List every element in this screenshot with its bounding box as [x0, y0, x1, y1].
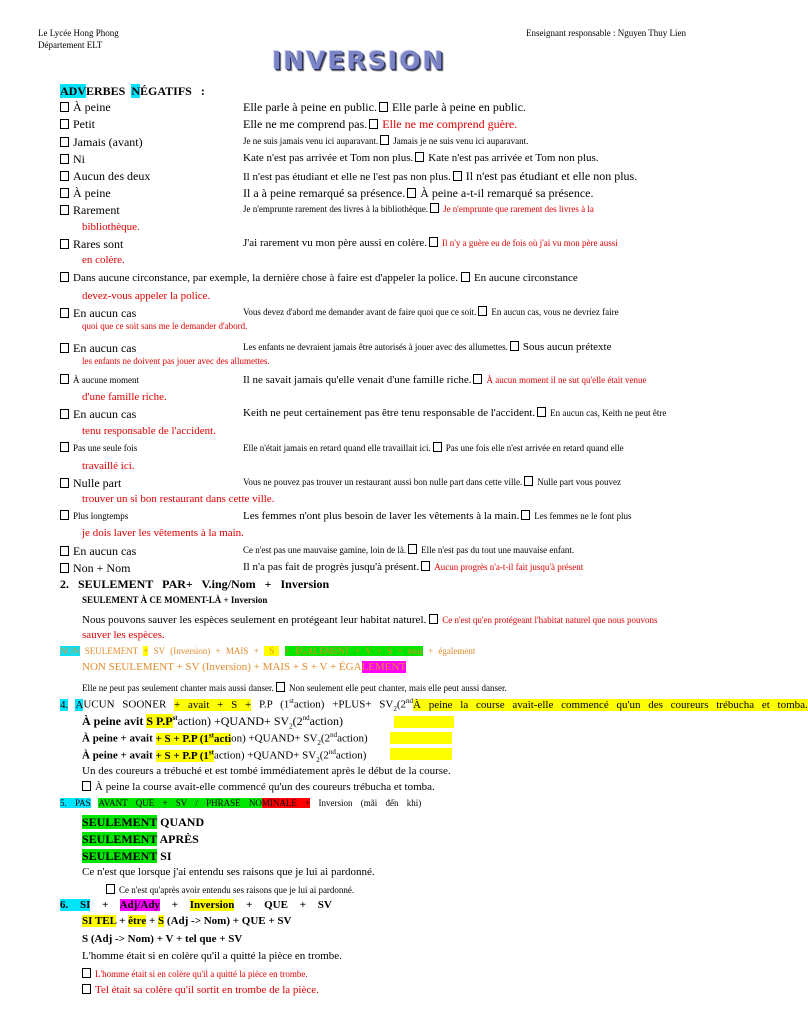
rewritten-sentence-cont: d'une famille riche. [82, 391, 167, 403]
section-5-result: Ce n'est qu'après avoir entendu ses raisons que je lui ai pardonné. [106, 884, 354, 895]
example-sentence: Ce n'est pas une mauvaise gamine, loin de là. Elle n'est pas du tout une mauvaise enfant. [243, 545, 575, 555]
rewritten-sentence-cont: trouver un si bon restaurant dans cette ville. [82, 493, 275, 505]
school-name: Le Lycée Hong Phong [38, 28, 119, 38]
example-sentence: Il a à peine remarqué sa présence. À peine a-t-il remarqué sa présence. [243, 186, 594, 200]
adverb-row-11 [60, 341, 136, 356]
adverb-row-2 [60, 117, 95, 132]
rewritten-sentence: Jamais je ne suis venu ici auparavant. [393, 136, 529, 146]
rewritten-sentence: Il n'est pas étudiant et elle non plus. [465, 169, 638, 183]
checkbox-icon [473, 374, 482, 384]
rewritten-sentence-cont: bibliothèque. [82, 221, 140, 233]
example-sentence: Elle n'était jamais en retard quand elle travaillait ici. Pas une fois elle n'est arrivée en retard quand elle [243, 443, 624, 453]
checkbox-icon [429, 614, 438, 624]
checkbox-icon [60, 308, 69, 318]
adverb-row-15 [60, 476, 121, 491]
section-3-example: Elle ne peut pas seulement chanter mais aussi danser. Non seulement elle peut chanter, mais elle peut aussi danser. [82, 683, 507, 693]
highlight-block [390, 748, 452, 760]
rewritten-sentence: Je n'emprunte que rarement des livres à la [443, 204, 594, 214]
example-sentence: Il ne savait jamais qu'elle venait d'une famille riche. À aucun moment il ne sut qu'elle était venue [243, 374, 647, 386]
rewritten-sentence: À aucun moment il ne sut qu'elle était venue [486, 375, 647, 385]
rewritten-sentence: Elle ne me comprend guère. [382, 117, 518, 131]
checkbox-icon [430, 203, 439, 213]
checkbox-icon [82, 781, 91, 791]
section-4-formula-1: À peine avit S $P.P^{st}action$) +QUAND+ $SV_2(2ndaction)$ [82, 714, 343, 731]
example-sentence: Les enfants ne devraient jamais être autorisés à jouer avec des allumettes. Sous aucun prétexte [243, 341, 612, 353]
checkbox-icon [60, 374, 69, 384]
checkbox-icon [60, 510, 69, 520]
checkbox-icon [82, 984, 91, 994]
section-4-formula-3: À peine + avait + S + P.P (1staction) +QUAND+ $SV_2(2ndaction)$ [82, 748, 367, 764]
adverb-keyword: Nulle part [73, 476, 122, 490]
rewritten-sentence-cont: devez-vous appeler la police. [82, 290, 211, 302]
adverb-keyword: Petit [73, 117, 96, 131]
section-5-heading: 5. PAS AVANT QUE + SV / PHRASE NOMINALE + Inversion (mãi đến khi) [60, 798, 422, 808]
adverb-keyword: En aucun cas [73, 407, 137, 421]
section-4-heading: 4. AUCUN SOONER + avait + S + P.P (1staction) +PLUS+ $SV_2(2ndÀ$ peine la course avait-elle commencé qu'un des coureurs trébucha et tomba. [60, 697, 808, 713]
checkbox-icon [60, 188, 69, 198]
section-2-example-cont: sauver les espèces. [82, 629, 165, 641]
checkbox-icon [429, 237, 438, 247]
section-6-heading: 6. SI + Adj/Ady + Inversion + QUE + SV [60, 899, 332, 911]
adverb-keyword: En aucun cas [73, 544, 137, 558]
adverb-row-14 [60, 442, 137, 453]
checkbox-icon [60, 171, 69, 181]
example-sentence: Il n'a pas fait de progrès jusqu'à présent. Aucun progrès n'a-t-il fait jusqu'à présent [243, 561, 584, 573]
rewritten-sentence: À peine a-t-il remarqué sa présence. [420, 186, 594, 200]
checkbox-icon [60, 239, 69, 249]
section-2-example: Nous pouvons sauver les espèces seulement en protégeant leur habitat naturel. Ce n'est qu'en protégeant l'habitat naturel que nous pouvons [82, 614, 658, 626]
checkbox-icon [60, 205, 69, 215]
checkbox-icon [537, 407, 546, 417]
example-sentence: J'ai rarement vu mon père aussi en colère. Il n'y a guère eu de fois où j'ai vu mon père aussi [243, 237, 618, 249]
checkbox-icon [60, 442, 69, 452]
adverb-row-12 [60, 374, 139, 385]
rewritten-sentence: En aucun cas, Keith ne peut être [550, 408, 667, 418]
section-6-formula-2: S (Adj -> Nom) + V + tel que + SV [82, 933, 243, 945]
checkbox-icon [60, 137, 69, 147]
checkbox-icon [276, 682, 285, 692]
adverb-keyword: À peine [73, 100, 111, 114]
adverb-keyword: Ni [73, 152, 85, 166]
checkbox-icon [407, 188, 416, 198]
checkbox-icon [408, 544, 417, 554]
adverb-row-13 [60, 407, 136, 422]
adverb-row-5 [60, 169, 150, 184]
checkbox-icon [60, 409, 69, 419]
rewritten-sentence-cont: les enfants ne doivent pas jouer avec des allumettes. [82, 356, 270, 366]
adverb-keyword: Aucun des deux [73, 169, 151, 183]
checkbox-icon [60, 546, 69, 556]
adverb-row-4 [60, 152, 85, 167]
section-6-result-1: L'homme était si en colère qu'il a quitté la pièce en trombe. [82, 968, 308, 979]
example-sentence: Les femmes n'ont plus besoin de laver les vêtements à la main. Les femmes ne le font plus [243, 510, 632, 522]
checkbox-icon [369, 119, 378, 129]
section-2-subheading: SEULEMENT À CE MOMENT-LÀ + Inversion [82, 595, 268, 605]
section-3-heading: NON SEULEMENT + SV (Inversion) + MAIS + S + ÉGALEMENT + V + S + tous + également [60, 646, 476, 656]
checkbox-icon [60, 563, 69, 573]
highlight-block [390, 732, 452, 744]
checkbox-icon [453, 171, 462, 181]
adverb-row-1 [60, 100, 111, 115]
section-3-formula: NON SEULEMENT + SV (Inversion) + MAIS + S + V + ÉGALEMENT [82, 661, 407, 673]
checkbox-icon [461, 272, 470, 282]
adverb-row-8 [60, 237, 123, 252]
section-5-rule-1: SEULEMENT QUAND [82, 815, 205, 829]
adverb-keyword: En aucun cas [73, 306, 137, 320]
checkbox-icon [433, 442, 442, 452]
adverb-keyword: Jamais (avant) [73, 135, 143, 149]
rewritten-sentence: Sous aucun prétexte [522, 341, 612, 353]
rewritten-sentence: Il n'y a guère eu de fois où j'ai vu mon père aussi [442, 238, 618, 248]
checkbox-icon [60, 119, 69, 129]
section-6-formula-1: SI TEL + être + S (Adj -> Nom) + QUE + SV [82, 915, 292, 927]
checkbox-icon [60, 272, 69, 282]
example-sentence: Kate n'est pas arrivée et Tom non plus. Kate n'est pas arrivée et Tom non plus. [243, 152, 599, 164]
adverb-keyword: Pas une seule fois [73, 443, 138, 453]
example-sentence: Il n'est pas étudiant et elle ne l'est pas non plus. Il n'est pas étudiant et elle non plus. [243, 169, 638, 183]
example-sentence: Vous ne pouvez pas trouver un restaurant aussi bon nulle part dans cette ville. Nulle part vous pouvez [243, 477, 621, 487]
checkbox-icon [106, 884, 115, 894]
checkbox-icon [82, 968, 91, 978]
adverb-row-16 [60, 510, 128, 521]
example-sentence: Elle parle à peine en public. Elle parle à peine en public. [243, 100, 526, 114]
rewritten-sentence: Elle n'est pas du tout une mauvaise enfant. [421, 545, 575, 555]
adverb-keyword: Rarement [73, 203, 120, 217]
section-4-example: Un des coureurs a trébuché et est tombé immédiatement après le début de la course. [82, 765, 451, 777]
rewritten-sentence: Les femmes ne le font plus [534, 511, 632, 521]
checkbox-icon [478, 306, 487, 316]
rewritten-sentence: Aucun progrès n'a-t-il fait jusqu'à présent [434, 562, 584, 572]
section-1-heading: ADVERBES NÉGATIFS : [60, 84, 205, 98]
adverb-keyword: À aucune moment [73, 375, 139, 385]
adverb-row-6 [60, 186, 111, 201]
rewritten-sentence-cont: je dois laver les vêtements à la main. [82, 527, 244, 539]
rewritten-sentence: En aucune circonstance [473, 272, 578, 284]
section-5-rule-2: SEULEMENT APRÈS [82, 832, 199, 846]
rewritten-sentence: Pas une fois elle n'est arrivée en retard quand elle [445, 443, 624, 453]
rewritten-sentence: En aucun cas, vous ne devriez faire [491, 307, 619, 317]
adverb-keyword: Rares sont [73, 237, 124, 251]
adverb-keyword: Dans aucune circonstance, par exemple, la dernière chose à faire est d'appeler la police. [73, 272, 458, 284]
adverb-row-7 [60, 203, 120, 218]
section-5-example: Ce n'est que lorsque j'ai entendu ses raisons que je lui ai pardonné. [82, 866, 375, 878]
checkbox-icon [421, 561, 430, 571]
department-name: Département ELT [38, 40, 103, 50]
checkbox-icon [510, 341, 519, 351]
section-6-example: L'homme était si en colère qu'il a quitté la pièce en trombe. [82, 950, 342, 962]
checkbox-icon [60, 343, 69, 353]
page-title: INVERSION [272, 46, 446, 75]
rewritten-sentence-cont: quoi que ce soit sans me le demander d'abord. [82, 321, 248, 331]
adverb-row-17 [60, 544, 136, 559]
rewritten-sentence-cont: tenu responsable de l'accident. [82, 425, 216, 437]
rewritten-sentence: Nulle part vous pouvez [537, 477, 621, 487]
section-6-result-2: Tel était sa colère qu'il sortit en trombe de la pièce. [82, 984, 319, 996]
rewritten-sentence: Kate n'est pas arrivée et Tom non plus. [428, 152, 599, 164]
rewritten-sentence: Elle parle à peine en public. [391, 100, 526, 114]
adverb-row-10 [60, 306, 136, 321]
highlight-block [394, 716, 454, 728]
example-sentence: Vous devez d'abord me demander avant de faire quoi que ce soit. En aucun cas, vous ne devriez faire [243, 307, 619, 317]
checkbox-icon [415, 152, 424, 162]
adverb-keyword: En aucun cas [73, 341, 137, 355]
adverb-row-3 [60, 135, 143, 150]
section-4-formula-2: À peine + avait + S + P.P (1staction) +QUAND+ $SV_2(2ndaction)$ [82, 731, 368, 747]
checkbox-icon [60, 154, 69, 164]
checkbox-icon [60, 478, 69, 488]
adverb-row-9 [60, 272, 578, 284]
adverb-keyword: Non + Nom [73, 561, 131, 575]
adverb-row-18 [60, 561, 130, 576]
example-sentence: Je ne suis jamais venu ici auparavant. Jamais je ne suis venu ici auparavant. [243, 136, 529, 146]
section-4-result: À peine la course avait-elle commencé qu'un des coureurs trébucha et tomba. [82, 781, 435, 793]
checkbox-icon [521, 510, 530, 520]
rewritten-sentence-cont: travaillé ici. [82, 460, 135, 472]
adverb-keyword: Plus longtemps [73, 511, 129, 521]
example-sentence: Elle ne me comprend pas. Elle ne me comprend guère. [243, 117, 518, 131]
adverb-keyword: À peine [73, 186, 111, 200]
rewritten-sentence-cont: en colère. [82, 254, 125, 266]
section-2-heading: 2. SEULEMENT PAR+ V.ing/Nom + Inversion [60, 577, 330, 591]
checkbox-icon [380, 135, 389, 145]
checkbox-icon [379, 102, 388, 112]
example-sentence: Je n'emprunte rarement des livres à la bibliothèque. Je n'emprunte que rarement des livres à la [243, 204, 594, 214]
checkbox-icon [524, 476, 533, 486]
example-sentence: Keith ne peut certainement pas être tenu responsable de l'accident. En aucun cas, Keith ne peut être [243, 407, 667, 419]
checkbox-icon [60, 102, 69, 112]
teacher-name: Enseignant responsable : Nguyen Thuy Lien [526, 28, 687, 38]
section-5-rule-3: SEULEMENT SI [82, 849, 172, 863]
